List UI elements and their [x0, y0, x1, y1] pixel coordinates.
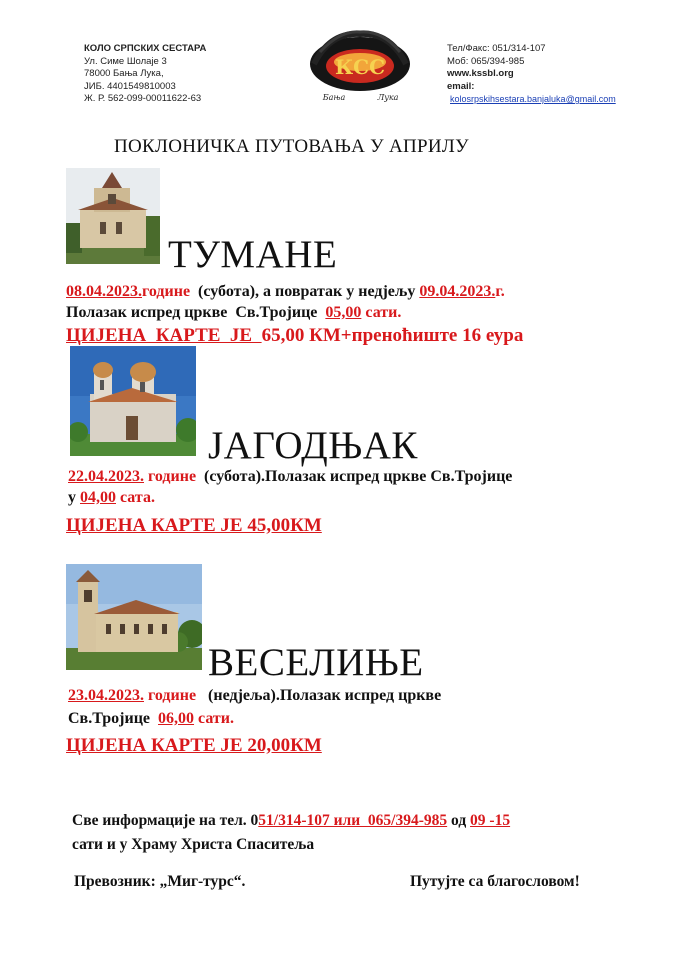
logo-letters: КСС: [334, 55, 386, 79]
jagodnjak-mid-text: (субота).Полазак испред цркве Св.Тројице: [196, 468, 513, 485]
trip-name-tumane: ТУМАНЕ: [168, 233, 338, 276]
jagodnjak-date-start: 22.04.2023.: [68, 468, 144, 485]
veselinje-line2-prefix: Св.Тројице: [68, 710, 159, 727]
veselinje-time-suffix: сати.: [194, 710, 234, 727]
org-city: 78000 Бања Лука,: [84, 68, 164, 79]
footer-info-line2: сати и у Храму Христа Спаситеља: [72, 836, 315, 853]
mobile-phone: Моб: 065/394-985: [447, 55, 525, 67]
jagodnjak-date-start-suffix: године: [144, 468, 197, 485]
footer-info-line: [72, 812, 510, 830]
tumane-date-start: 08.04.2023.: [66, 283, 142, 300]
org-name: КОЛО СРПСКИХ СЕСТАРА: [84, 43, 207, 54]
trip-name-jagodnjak: ЈАГОДЊАК: [208, 424, 418, 467]
tumane-departure-text: Полазак испред цркве Св.Тројице: [66, 304, 326, 321]
trip-name-veselinje: ВЕСЕЛИЊЕ: [208, 641, 424, 684]
jagodnjak-line2-prefix: у: [68, 489, 80, 506]
veselinje-church-photo: [66, 564, 202, 670]
footer-info-prefix: Све информације на тел. 0: [72, 812, 259, 829]
jagodnjak-dates-line: [68, 468, 512, 486]
page-title: ПОКЛОНИЧКА ПУТОВАЊА У АПРИЛУ: [114, 136, 469, 157]
footer-phones: 51/314-107 или 065/394-985: [258, 812, 448, 829]
jagodnjak-departure-line: [68, 489, 155, 507]
veselinje-date-start-suffix: године: [144, 687, 197, 704]
veselinje-date-start: 23.04.2023.: [68, 687, 144, 704]
tel-fax: Тел/Факс: 051/314-107: [447, 43, 546, 54]
footer-hours: 09 -15: [470, 812, 511, 829]
tumane-time-suffix: сати.: [361, 304, 402, 321]
email-label: email:: [447, 80, 475, 92]
logo-word-right: Лука: [377, 93, 399, 102]
veselinje-mid-text: (недјеља).Полазак испред цркве: [196, 687, 442, 704]
tumane-date-start-suffix: године: [142, 283, 191, 300]
organization-logo: [300, 24, 420, 106]
tumane-date-return-suffix: г.: [495, 283, 505, 300]
contact-details-block: [447, 43, 616, 107]
tumane-price: [66, 325, 523, 347]
tumane-price-value: 65,00 КМ+преноћиште 16 еура: [261, 325, 524, 346]
footer-info-mid: од: [447, 812, 471, 829]
carrier-note: Превозник: „Миг-турс“.: [74, 873, 246, 890]
email-link[interactable]: kolosrpskihsestara.banjaluka@gmail.com: [450, 94, 616, 104]
tumane-time: 05,00: [325, 304, 362, 321]
tumane-departure-line: [66, 304, 401, 322]
jagodnjak-church-photo: [70, 346, 196, 456]
tumane-price-label: ЦИЈЕНА КАРТЕ ЈЕ: [66, 325, 262, 346]
tumane-date-return: 09.04.2023.: [419, 283, 496, 300]
jagodnjak-time: 04,00: [80, 489, 116, 506]
veselinje-dates-line: [68, 687, 441, 705]
tumane-mid-text: (субота), а повратак у недјељу: [190, 283, 420, 300]
org-street: Ул. Симе Шолаје 3: [84, 55, 167, 67]
tumane-monastery-photo: [66, 168, 160, 264]
jagodnjak-price: ЦИЈЕНА КАРТЕ ЈЕ 45,00КМ: [66, 515, 322, 536]
blessing-note: Путујте са благословом!: [410, 873, 580, 890]
website-link[interactable]: www.kssbl.org: [447, 68, 514, 79]
veselinje-time: 06,00: [158, 710, 195, 727]
veselinje-departure-line: [68, 710, 234, 728]
org-account: Ж. Р. 562-099-00011622-63: [84, 93, 202, 104]
jagodnjak-time-suffix: сата.: [116, 489, 155, 506]
veselinje-price: ЦИЈЕНА КАРТЕ ЈЕ 20,00КМ: [66, 735, 322, 756]
org-contact-block: [84, 43, 206, 106]
logo-word-left: Бања: [322, 93, 346, 102]
tumane-dates-line: [66, 283, 505, 301]
org-jib: ЈИБ. 4401549810003: [84, 80, 176, 92]
